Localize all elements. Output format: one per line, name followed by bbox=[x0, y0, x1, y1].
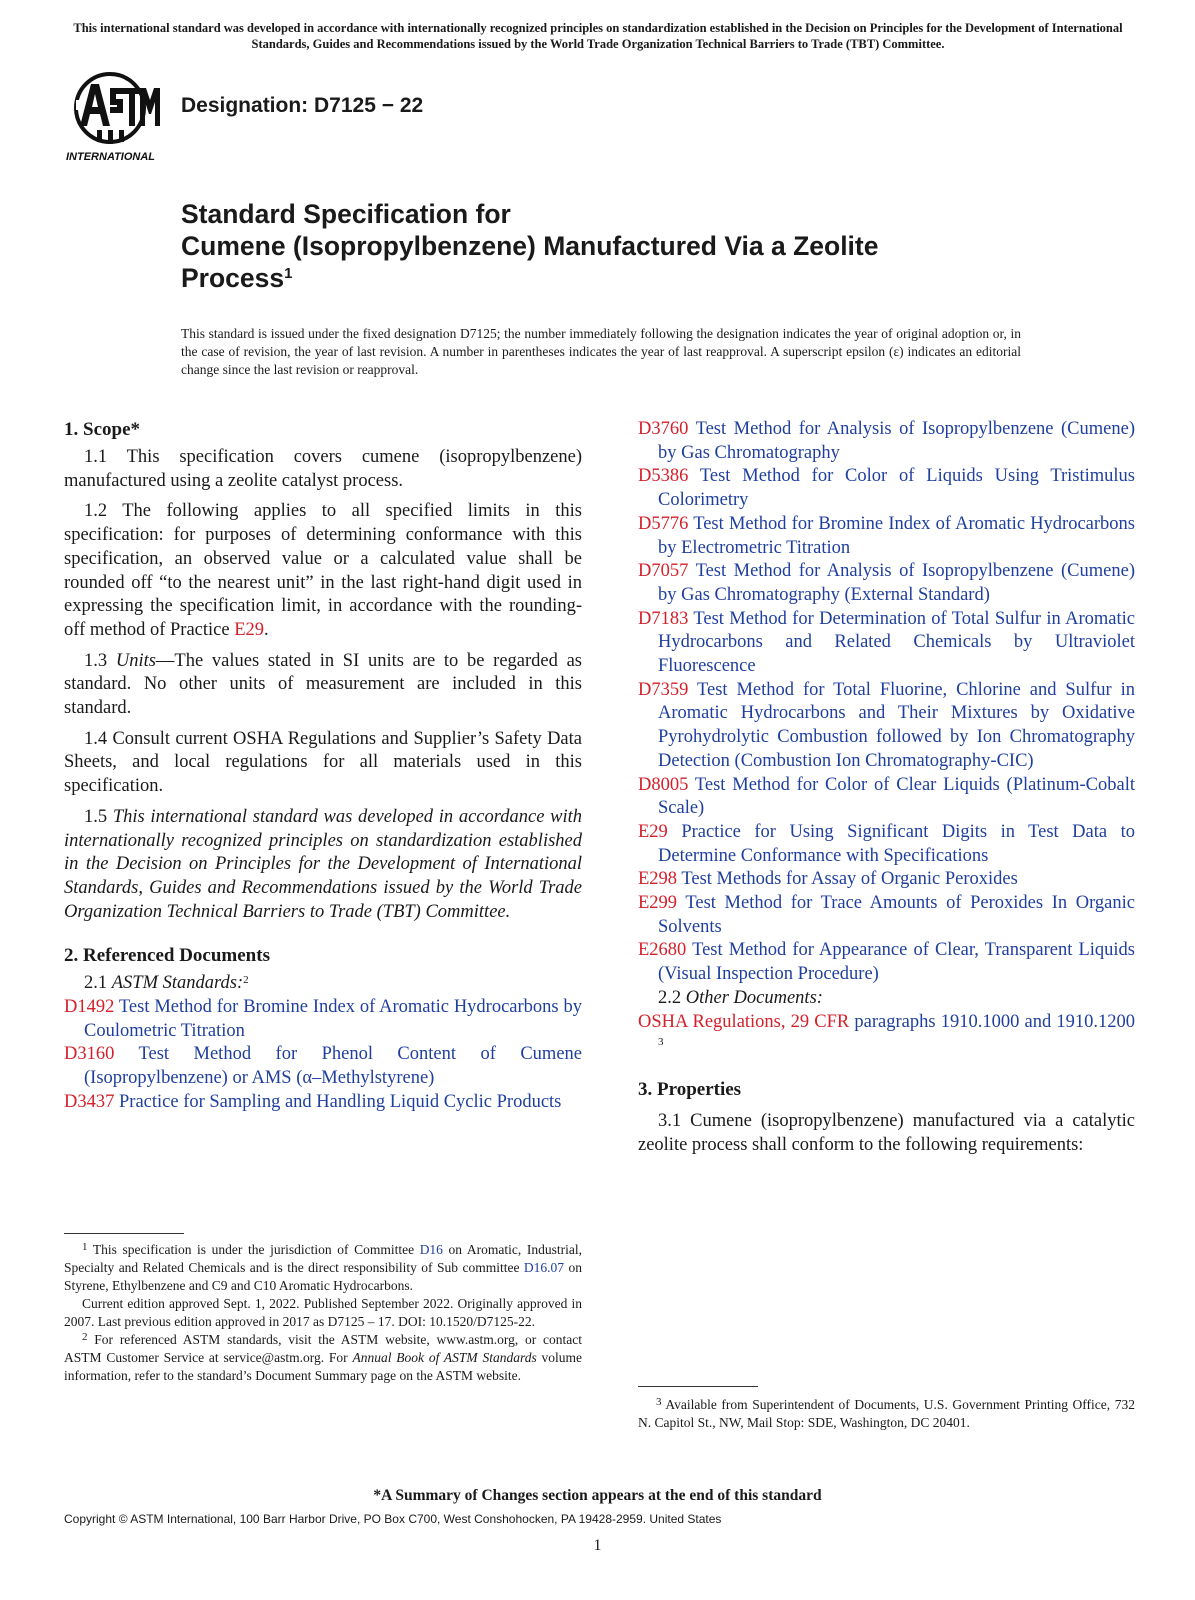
paragraph-1-2-end: . bbox=[264, 619, 269, 640]
footnote-1-mark: 1 bbox=[82, 1241, 88, 1253]
reference-code-link[interactable]: D1492 bbox=[64, 997, 115, 1018]
reference-title: Test Method for Analysis of Isopropylbenzene (Cumene) by Gas Chromatography (External Standard) bbox=[658, 561, 1135, 605]
footnote-rule-right bbox=[638, 1386, 758, 1387]
reference-item bbox=[638, 939, 1135, 986]
reference-item bbox=[64, 996, 582, 1043]
paragraph-1-5-num: 1.5 bbox=[84, 806, 113, 827]
title-footnote-mark: 1 bbox=[284, 265, 293, 282]
paragraph-1-1: 1.1 This specification covers cumene (isopropylbenzene) manufactured using a zeolite catalyst process. bbox=[64, 447, 582, 491]
reference-code-link[interactable]: D8005 bbox=[638, 774, 689, 795]
summary-of-changes-note: *A Summary of Changes section appears at the end of this standard bbox=[373, 1487, 822, 1504]
paragraph-3-1: 3.1 Cumene (isopropylbenzene) manufactured via a catalytic zeolite process shall conform to the following requirements: bbox=[638, 1110, 1135, 1155]
reference-item bbox=[638, 465, 1135, 512]
footnote-1 bbox=[64, 1241, 582, 1295]
title-line-1: Standard Specification for bbox=[181, 199, 511, 229]
reference-title: Test Method for Determination of Total Sulfur in Aromatic Hydrocarbons and Related Chemicals by Ultraviolet Fluorescence bbox=[658, 608, 1135, 677]
issued-note: This standard is issued under the fixed designation D7125; the number immediately following the designation indicates the year of original adoption or, in the case of revision, the year of last revision. A number in parentheses indicates the year of last reapproval. A superscript epsilon (ε) indicates an editorial change since the last revision or reapproval. bbox=[181, 326, 1021, 377]
reference-code-link[interactable]: D7057 bbox=[638, 561, 689, 582]
other-documents-num: 2.2 bbox=[658, 987, 686, 1008]
footnote-2-mark: 2 bbox=[82, 1331, 88, 1343]
paragraph-1-2-text: 1.2 The following applies to all specified limits in this specification: for purposes of determining conformance with this specification, an observed value or a calculated value shall be rounded off “to the nearest unit” in the last right-hand digit used in expressing the specification limit, in accordance with the rounding-off method of Practice bbox=[64, 501, 582, 640]
reference-item bbox=[638, 418, 1135, 465]
astm-standards-text: ASTM Standards: bbox=[111, 973, 244, 994]
reference-title: Test Method for Analysis of Isopropylbenzene (Cumene) by Gas Chromatography bbox=[658, 419, 1135, 463]
footnote-3-text: Available from Superintendent of Documents, U.S. Government Printing Office, 732 N. Capitol St., NW, Mail Stop: SDE, Washington, DC 20401. bbox=[638, 1397, 1135, 1430]
astm-standards-label bbox=[64, 972, 582, 996]
copyright: Copyright © ASTM International, 100 Barr Harbor Drive, PO Box C700, West Conshohocken, PA 19428-2959. United States bbox=[64, 1512, 722, 1526]
footnote-rule-left bbox=[64, 1233, 184, 1234]
title-line-3 bbox=[181, 262, 1081, 294]
reference-title: Test Method for Phenol Content of Cumene (Isopropylbenzene) or AMS (α–Methylstyrene) bbox=[84, 1044, 582, 1089]
right-column bbox=[638, 418, 1135, 1164]
e29-link[interactable]: E29 bbox=[234, 619, 265, 640]
referenced-documents-heading: 2. Referenced Documents bbox=[64, 945, 270, 967]
osha-text: paragraphs 1910.1000 and 1910.1200 bbox=[849, 1011, 1135, 1032]
reference-item bbox=[638, 868, 1135, 892]
paragraph-1-3-text: —The values stated in SI units are to be regarded as standard. No other units of measurement are included in this standard. bbox=[64, 650, 582, 719]
reference-title: Test Method for Bromine Index of Aromatic Hydrocarbons by Electrometric Titration bbox=[658, 513, 1135, 558]
reference-item bbox=[638, 608, 1135, 679]
reference-code-link[interactable]: E298 bbox=[638, 869, 678, 890]
footnotes-left bbox=[64, 1241, 582, 1385]
wto-notice: This international standard was developed in accordance with internationally recognized principles on standardization established in the Decision on Principles for the Development of International Standards, Guides and Recommendations issued by the World Trade Organization Technical Barriers to Trade (TBT) Committee. bbox=[73, 21, 1123, 51]
paragraph-1-3 bbox=[64, 650, 582, 721]
reference-code-link[interactable]: D7183 bbox=[638, 608, 689, 629]
reference-item bbox=[64, 1091, 582, 1115]
osha-link[interactable]: OSHA Regulations, 29 CFR bbox=[638, 1011, 850, 1032]
reference-code-link[interactable]: D3160 bbox=[64, 1044, 115, 1065]
title-line-3-text: Process bbox=[181, 263, 285, 293]
reference-item bbox=[638, 513, 1135, 560]
scope-heading: 1. Scope* bbox=[64, 419, 140, 440]
reference-item bbox=[638, 821, 1135, 868]
left-column bbox=[64, 418, 582, 1115]
reference-item bbox=[638, 774, 1135, 821]
footnote-2-b: volume information, refer to the standard’s Document Summary page on the ASTM website. bbox=[64, 1350, 583, 1383]
reference-item bbox=[638, 679, 1135, 774]
footnotes-right bbox=[638, 1396, 1135, 1432]
reference-title: Test Method for Trace Amounts of Peroxides In Organic Solvents bbox=[658, 893, 1135, 937]
reference-item bbox=[638, 892, 1135, 939]
astm-standards-num: 2.1 bbox=[84, 973, 112, 994]
footnote-3-mark: 3 bbox=[656, 1396, 662, 1408]
footnote-1-b: on Aromatic, Industrial, Specialty and Related Chemicals and is the direct responsibility of Sub committee bbox=[64, 1242, 582, 1275]
reference-title: Practice for Using Significant Digits in Test Data to Determine Conformance with Specifications bbox=[658, 821, 1135, 866]
reference-title: Test Method for Color of Clear Liquids (Platinum-Cobalt Scale) bbox=[658, 774, 1135, 819]
paragraph-1-5-text: This international standard was developed in accordance with internationally recognized principles on standardization established in the Decision on Principles for the Development of International Standards, Guides and Recommendations issued by the World Trade Organization Technical Barriers to Trade (TBT) Committee. bbox=[64, 806, 583, 922]
astm-standards-fn: 2 bbox=[243, 974, 249, 987]
reference-code-link[interactable]: E2680 bbox=[638, 940, 687, 961]
d16-07-link[interactable]: D16.07 bbox=[523, 1260, 565, 1275]
page-number: 1 bbox=[593, 1537, 602, 1554]
units-label: Units bbox=[115, 650, 156, 671]
astm-logo-icon bbox=[64, 70, 172, 162]
designation: Designation: D7125 − 22 bbox=[181, 94, 424, 117]
reference-title: Practice for Sampling and Handling Liquid Cyclic Products bbox=[114, 1091, 562, 1112]
footnote-3 bbox=[638, 1396, 1135, 1432]
other-documents-label bbox=[638, 987, 1135, 1011]
reference-code-link[interactable]: D5386 bbox=[638, 466, 689, 487]
reference-title: Test Method for Total Fluorine, Chlorine and Sulfur in Aromatic Hydrocarbons and Their Mixtures by Oxidative Pyrohydrolytic Combustion followed by Ion Chromatography Detection (Combustion Ion Chromatography-CIC) bbox=[658, 679, 1135, 771]
reference-title: Test Method for Appearance of Clear, Transparent Liquids (Visual Inspection Procedure) bbox=[658, 940, 1135, 985]
footnote-1-c: on Styrene, Ethylbenzene and C9 and C10 Aromatic Hydrocarbons. bbox=[64, 1260, 583, 1293]
footnote-2-a: For referenced ASTM standards, visit the ASTM website, www.astm.org, or contact ASTM Customer Service at service@astm.org. For bbox=[64, 1332, 582, 1365]
reference-item bbox=[64, 1043, 582, 1090]
paragraph-1-3-num: 1.3 bbox=[84, 650, 116, 671]
footnote-2 bbox=[64, 1331, 582, 1385]
properties-heading: 3. Properties bbox=[638, 1078, 742, 1100]
paragraph-1-2 bbox=[64, 500, 582, 642]
reference-code-link[interactable]: E299 bbox=[638, 893, 678, 914]
osha-reference bbox=[638, 1011, 1135, 1058]
reference-list-right bbox=[638, 418, 1135, 987]
logo-wordmark: INTERNATIONAL bbox=[66, 151, 156, 162]
footnote-1-a: This specification is under the jurisdiction of Committee bbox=[87, 1242, 420, 1257]
paragraph-1-5 bbox=[64, 806, 582, 925]
document-title bbox=[181, 198, 1081, 294]
d16-link[interactable]: D16 bbox=[419, 1242, 443, 1257]
reference-title: Test Method for Bromine Index of Aromatic Hydrocarbons by Coulometric Titration bbox=[84, 997, 582, 1041]
edition-note: Current edition approved Sept. 1, 2022. Published September 2022. Originally approved in 2007. Last previous edition approved in 2017 as D7125 – 17. DOI: 10.1520/D7125-22. bbox=[64, 1296, 582, 1329]
reference-code-link[interactable]: D3760 bbox=[638, 419, 689, 439]
reference-list-left bbox=[64, 996, 582, 1115]
astm-logo bbox=[64, 70, 172, 162]
reference-title: Test Method for Color of Liquids Using Tristimulus Colorimetry bbox=[658, 466, 1135, 511]
osha-fn: 3 bbox=[658, 1036, 664, 1049]
paragraph-1-4: 1.4 Consult current OSHA Regulations and Supplier’s Safety Data Sheets, and local regulations for all materials used in this specification. bbox=[64, 728, 582, 797]
footnote-2-italic: Annual Book of ASTM Standards bbox=[352, 1350, 537, 1365]
reference-code-link[interactable]: D7359 bbox=[638, 679, 689, 700]
reference-title: Test Methods for Assay of Organic Peroxides bbox=[677, 869, 1018, 890]
reference-code-link[interactable]: E29 bbox=[638, 821, 668, 842]
reference-item bbox=[638, 560, 1135, 607]
title-line-2: Cumene (Isopropylbenzene) Manufactured Via a Zeolite bbox=[181, 231, 879, 261]
reference-code-link[interactable]: D5776 bbox=[638, 513, 689, 534]
reference-code-link[interactable]: D3437 bbox=[64, 1091, 115, 1112]
other-documents-text: Other Documents: bbox=[685, 987, 823, 1008]
